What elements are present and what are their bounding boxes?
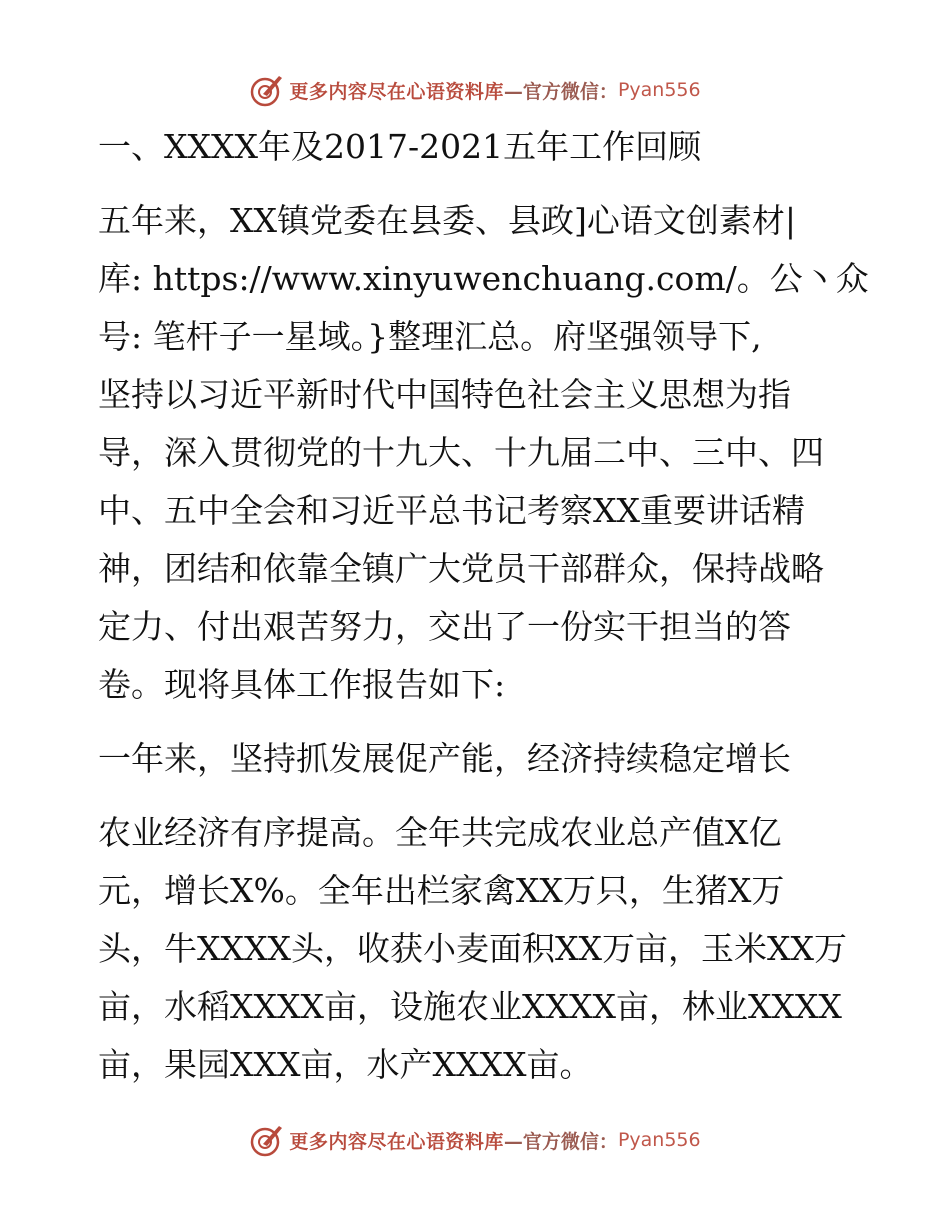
document-body xyxy=(98,118,869,1094)
body-line: 元，增长X%。全年出栏家禽XX万只，生猪X万 xyxy=(98,871,785,910)
intro-line: 库: https://www.xinyuwenchuang.com/。公丶众 xyxy=(98,259,869,298)
watermark-main-text: 更多内容尽在心语资料库 xyxy=(289,1130,504,1153)
intro-line: 中、五中全会和习近平总书记考察XX重要讲话精 xyxy=(98,491,805,530)
intro-line: 导，深入贯彻党的十九大、十九届二中、三中、四 xyxy=(98,433,824,472)
watermark-sub-text: —官方微信： xyxy=(503,1130,618,1153)
watermark-id-text: Pyan556 xyxy=(617,1129,701,1151)
watermark-main-text: 更多内容尽在心语资料库 xyxy=(289,80,504,103)
watermark-sub-text: —官方微信： xyxy=(503,80,618,103)
watermark-header xyxy=(0,70,950,110)
intro-line: 五年来，XX镇党委在县委、县政]心语文创素材| xyxy=(98,201,796,240)
body-line: 头，牛XXXX头，收获小麦面积XX万亩，玉米XX万 xyxy=(98,929,847,968)
section-heading-2: 一年来，坚持抓发展促产能，经济持续稳定增长 xyxy=(98,739,791,778)
intro-line: 号: 笔杆子一星域。}整理汇总。府坚强领导下, xyxy=(98,317,762,356)
intro-line: 坚持以习近平新时代中国特色社会主义思想为指 xyxy=(98,375,791,414)
intro-line: 神，团结和依靠全镇广大党员干部群众，保持战略 xyxy=(98,549,824,588)
body-line: 农业经济有序提高。全年共完成农业总产值X亿 xyxy=(98,813,782,852)
quill-logo-icon xyxy=(249,1122,285,1158)
section-heading-1: 一、XXXX年及2017-2021五年工作回顾 xyxy=(98,127,702,166)
body-line: 亩，果园XXX亩，水产XXXX亩。 xyxy=(98,1045,593,1084)
body-line: 亩，水稻XXXX亩，设施农业XXXX亩，林业XXXX xyxy=(98,987,842,1026)
quill-logo-icon xyxy=(249,72,285,108)
watermark-id-text: Pyan556 xyxy=(617,79,701,101)
intro-line: 卷。现将具体工作报告如下: xyxy=(98,665,506,704)
intro-line: 定力、付出艰苦努力，交出了一份实干担当的答 xyxy=(98,607,791,646)
watermark-footer xyxy=(0,1120,950,1160)
